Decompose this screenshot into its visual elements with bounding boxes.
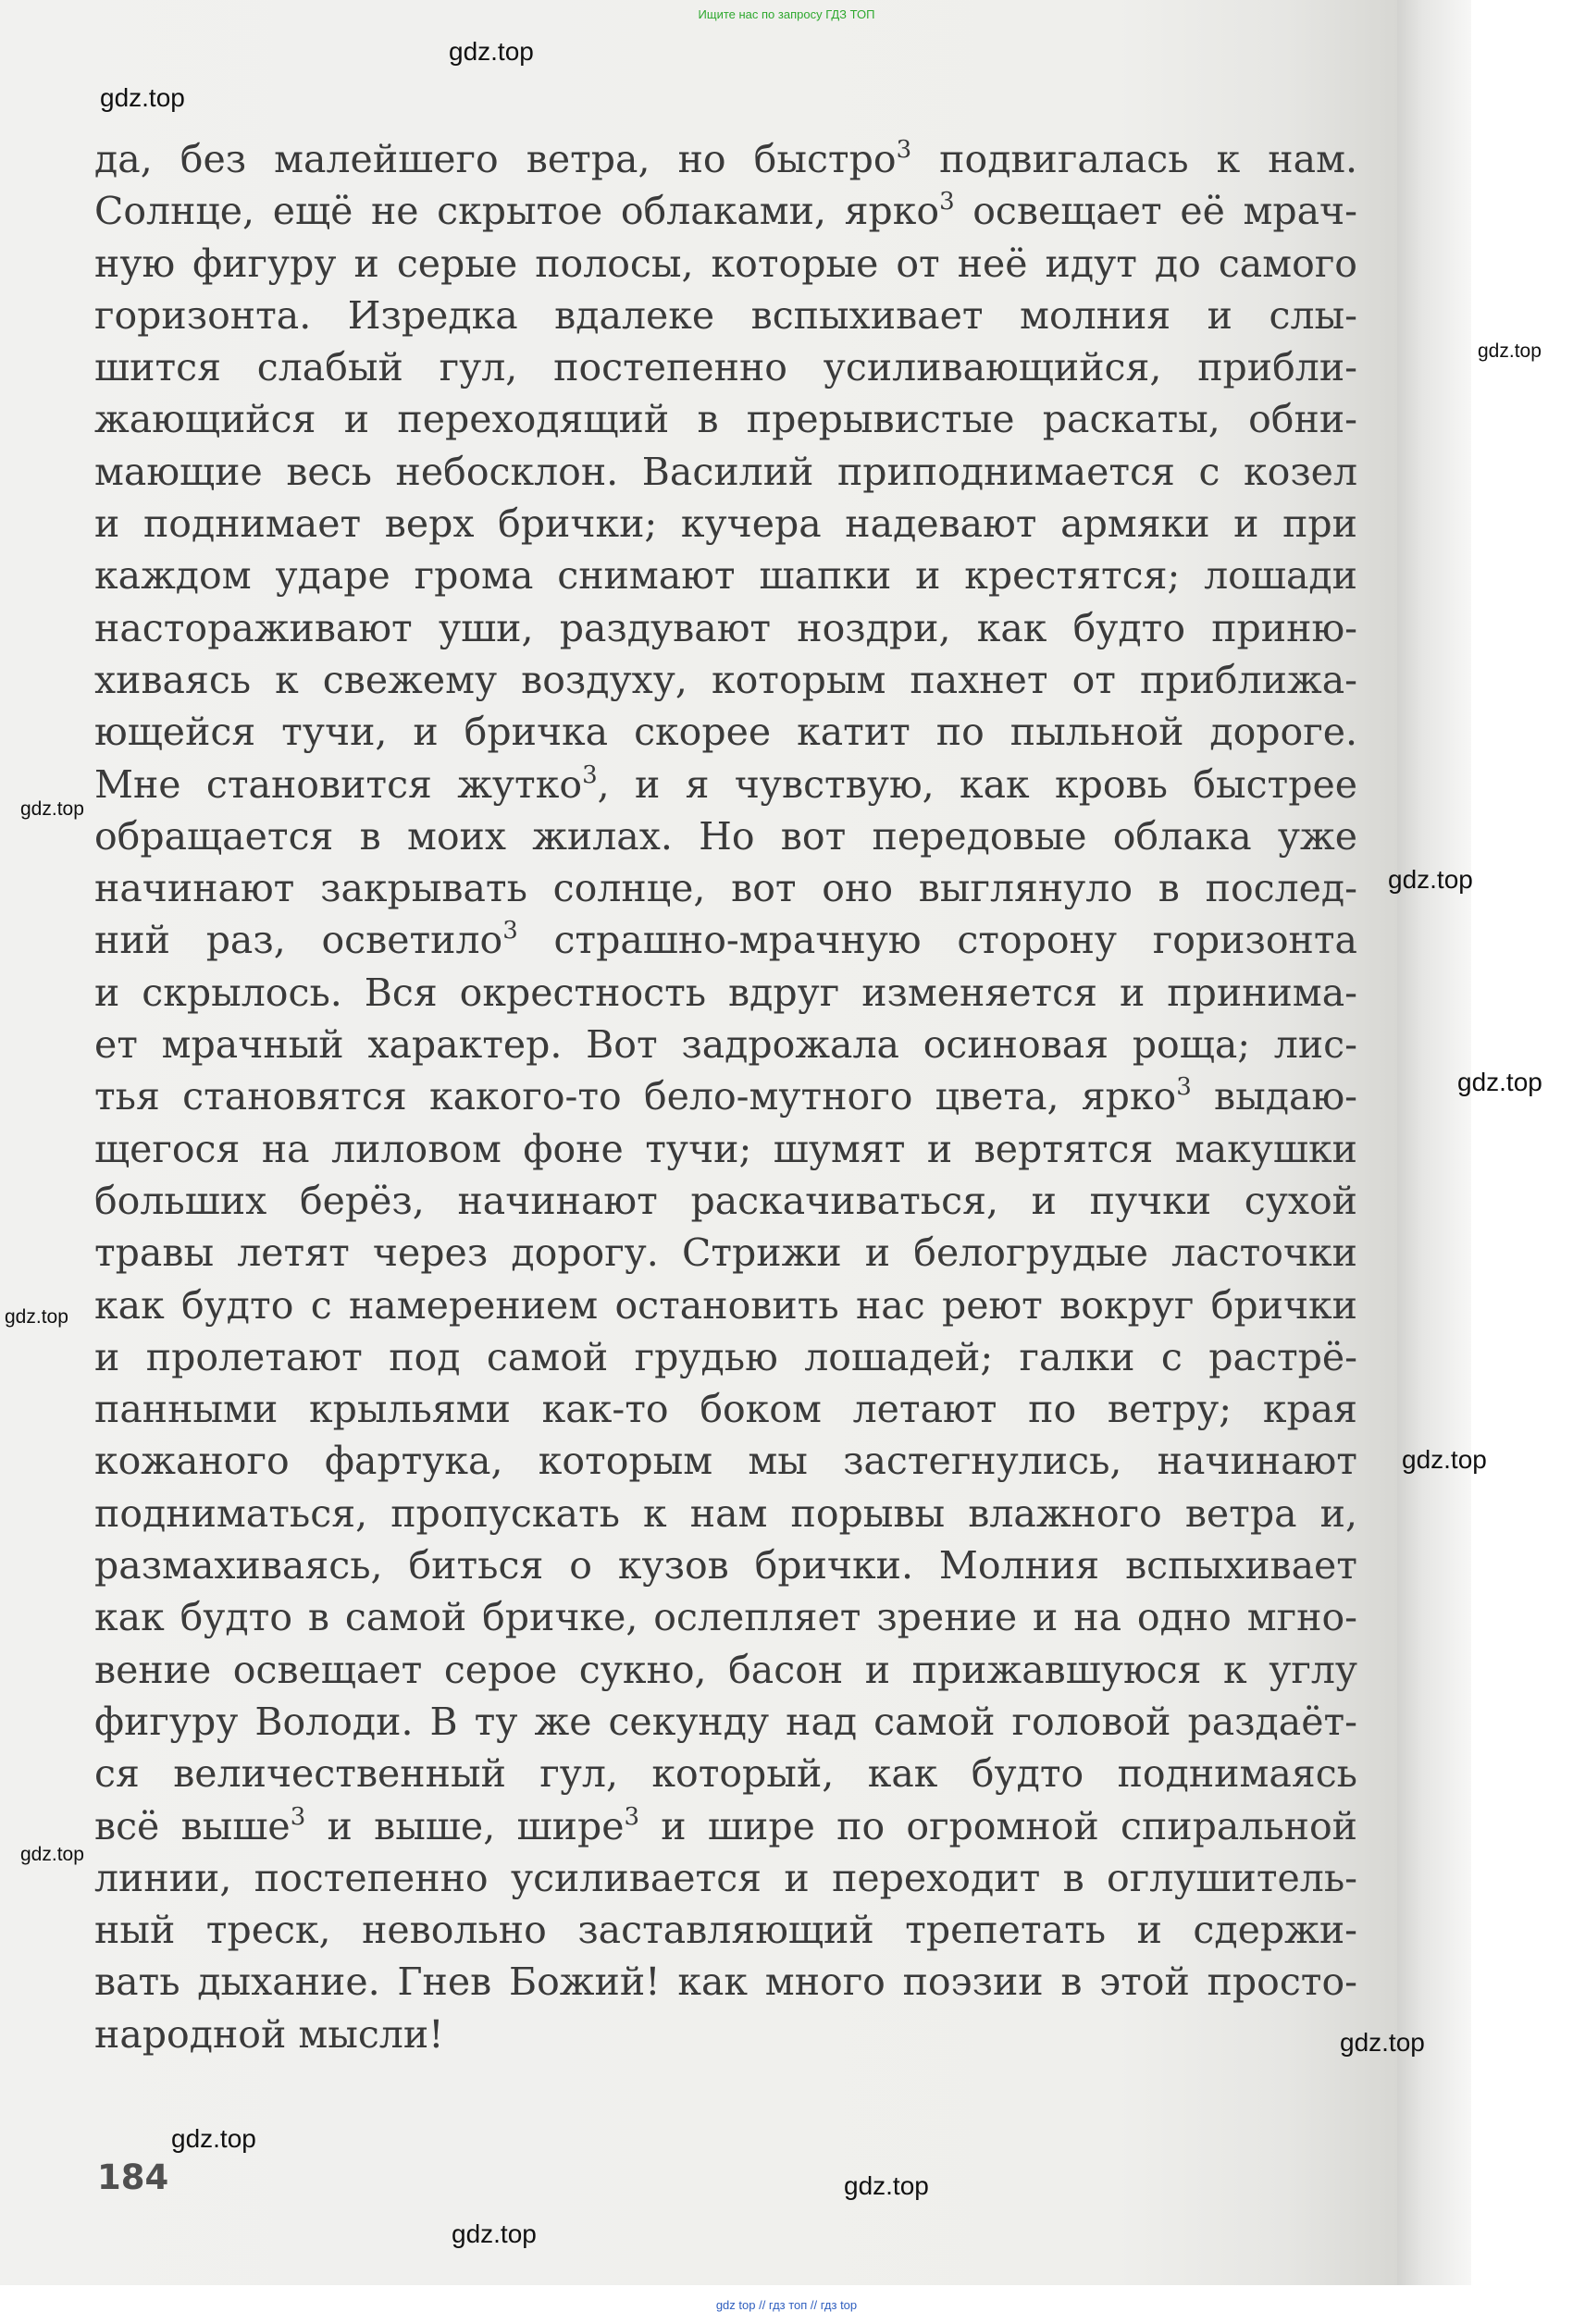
text-run: панными крыльями как-то боком летают по ветру; края — [94, 1387, 1357, 1432]
text-line — [94, 1123, 1357, 1175]
text-run: вать дыхание. Гнев Божий! как много поэзии в этой просто- — [94, 1959, 1357, 2005]
text-run: жающийся и переходящий в прерывистые раскаты, обни- — [94, 397, 1357, 442]
text-line — [94, 1383, 1357, 1435]
text-run: освещает её мрач- — [954, 189, 1357, 234]
watermark-label: gdz.top — [1478, 340, 1542, 362]
text-line — [94, 1488, 1357, 1539]
footnote-marker: 3 — [1176, 1073, 1192, 1102]
footnote-marker: 3 — [290, 1802, 306, 1831]
watermark-label: gdz.top — [449, 37, 534, 66]
text-run: , и я чувствую, как кровь быстрее — [597, 761, 1357, 807]
search-banner: Ищите нас по запросу ГДЗ ТОП — [698, 7, 875, 21]
watermark-label: gdz.top — [1457, 1068, 1542, 1096]
watermark-label: gdz.top — [171, 2124, 256, 2153]
watermark-label: gdz.top — [20, 1844, 84, 1865]
text-line — [94, 1591, 1357, 1643]
text-line — [94, 1644, 1357, 1696]
footnote-marker: 3 — [502, 917, 518, 946]
text-run: выдаю- — [1191, 1074, 1358, 1119]
text-run: подниматься, пропускать к нам порывы влажного ветра и, — [94, 1490, 1357, 1536]
text-line — [94, 967, 1357, 1019]
footnote-marker: 3 — [582, 760, 598, 789]
page-number: 184 — [97, 2157, 169, 2197]
text-line — [94, 550, 1357, 601]
text-run: ную фигуру и серые полосы, которые от неё идут до самого — [94, 241, 1357, 286]
text-line — [94, 759, 1357, 810]
text-line — [94, 1748, 1357, 1799]
text-line — [94, 706, 1357, 758]
text-run: и скрылось. Вся окрестность вдруг изменяется и принима- — [94, 970, 1357, 1015]
text-run: народной мысли! — [94, 2011, 444, 2057]
text-run: больших берёз, начинают раскачиваться, и пучки сухой — [94, 1178, 1357, 1223]
text-run: начинают закрывать солнце, вот оно выглянуло в послед- — [94, 866, 1357, 911]
text-run: подвигалась к нам. — [911, 137, 1358, 181]
text-run: настораживают уши, раздувают ноздри, как будто приню- — [94, 605, 1357, 650]
text-line — [94, 185, 1357, 237]
watermark-label: gdz.top — [452, 2219, 537, 2248]
text-run: ний раз, осветило — [94, 918, 503, 963]
footnote-marker: 3 — [939, 188, 955, 216]
text-line — [94, 1800, 1357, 1852]
footnote-marker: 3 — [624, 1802, 640, 1831]
story-text — [94, 133, 1357, 2060]
text-run: фигуру Володи. В ту же секунду над самой головой раздаёт- — [94, 1699, 1357, 1744]
text-line — [94, 498, 1357, 550]
text-line — [94, 654, 1357, 706]
watermark-label: gdz.top — [5, 1306, 68, 1328]
text-run: как будто с намерением остановить нас реют вокруг брички — [94, 1282, 1357, 1328]
text-run: Солнце, ещё не скрытое облаками, ярко — [94, 189, 940, 234]
text-run: шится слабый гул, постепенно усиливающийся, прибли- — [94, 345, 1357, 390]
text-run: и шире по огромной спиральной — [639, 1803, 1358, 1848]
text-line — [94, 2009, 1357, 2060]
text-line — [94, 1070, 1357, 1122]
text-run: Мне становится жутко — [94, 761, 583, 807]
footnote-marker: 3 — [896, 136, 912, 164]
text-line — [94, 1852, 1357, 1904]
text-run: ет мрачный характер. Вот задрожала осиновая роща; лис- — [94, 1022, 1357, 1068]
text-line — [94, 393, 1357, 445]
text-run: вение освещает серое сукно, басон и прижавшуюся к углу — [94, 1647, 1357, 1692]
text-run: ный треск, невольно заставляющий трепетать и сдержи- — [94, 1908, 1357, 1953]
text-run: кожаного фартука, которым мы застегнулись, начинают — [94, 1439, 1357, 1484]
text-line — [94, 1331, 1357, 1383]
text-line — [94, 862, 1357, 914]
text-run: ющейся тучи, и бричка скорее катит по пыльной дороге. — [94, 710, 1357, 755]
text-line — [94, 1019, 1357, 1070]
watermark-label: gdz.top — [20, 798, 84, 820]
text-run: горизонта. Изредка вдалеке вспыхивает молния и слы- — [94, 292, 1357, 338]
text-line — [94, 290, 1357, 341]
text-line — [94, 602, 1357, 654]
text-run: да, без малейшего ветра, но быстро — [94, 137, 897, 181]
text-line — [94, 1956, 1357, 2008]
text-line — [94, 238, 1357, 290]
footer-banner: gdz top // гдз топ // гдз top — [715, 2298, 858, 2312]
watermark-label: gdz.top — [1402, 1445, 1487, 1474]
text-run: как будто в самой бричке, ослепляет зрение и на одно мгно- — [94, 1595, 1357, 1640]
text-line — [94, 1435, 1357, 1487]
text-line — [94, 1175, 1357, 1227]
watermark-label: gdz.top — [1388, 865, 1473, 894]
text-run: хиваясь к свежему воздуху, которым пахнет от приближа- — [94, 657, 1357, 702]
watermark-label: gdz.top — [100, 83, 185, 112]
text-run: щегося на лиловом фоне тучи; шумят и вертятся макушки — [94, 1126, 1357, 1171]
text-run: мающие весь небосклон. Василий приподнимается с козел — [94, 449, 1357, 494]
text-line — [94, 1279, 1357, 1331]
text-line — [94, 914, 1357, 966]
text-line — [94, 133, 1357, 185]
watermark-label: gdz.top — [844, 2171, 929, 2200]
text-line — [94, 810, 1357, 862]
text-line — [94, 1539, 1357, 1591]
text-line — [94, 446, 1357, 498]
text-run: страшно-мрачную сторону горизонта — [517, 918, 1357, 963]
text-run: и поднимает верх брички; кучера надевают армяки и при — [94, 501, 1357, 547]
text-run: размахиваясь, биться о кузов брички. Молния вспыхивает — [94, 1543, 1357, 1588]
text-run: и пролетают под самой грудью лошадей; галки с растрё- — [94, 1334, 1357, 1379]
text-run: всё выше — [94, 1803, 291, 1848]
text-run: и выше, шире — [305, 1803, 625, 1848]
text-run: линии, постепенно усиливается и переходит в оглушитель- — [94, 1855, 1357, 1900]
text-run: каждом ударе грома снимают шапки и крестятся; лошади — [94, 553, 1357, 599]
text-run: тья становятся какого-то бело-мутного цвета, ярко — [94, 1074, 1177, 1119]
text-run: обращается в моих жилах. Но вот передовые облака уже — [94, 813, 1357, 859]
text-line — [94, 1227, 1357, 1279]
text-run: ся величественный гул, который, как будто поднимаясь — [94, 1751, 1357, 1797]
text-line — [94, 341, 1357, 393]
watermark-label: gdz.top — [1340, 2028, 1425, 2057]
text-line — [94, 1904, 1357, 1956]
page-binding-shadow — [1397, 0, 1471, 2285]
text-line — [94, 1696, 1357, 1748]
text-run: травы летят через дорогу. Стрижи и белогрудые ласточки — [94, 1230, 1357, 1276]
